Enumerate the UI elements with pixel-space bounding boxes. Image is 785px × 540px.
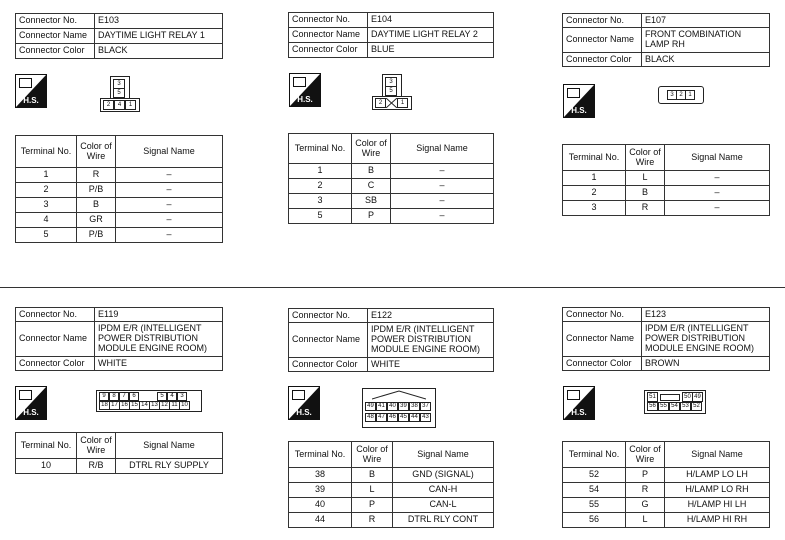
signal-name: –	[391, 194, 494, 209]
signal-name-header: Signal Name	[393, 442, 494, 468]
pin-label: 53	[680, 402, 691, 411]
table-row	[563, 201, 770, 216]
connector-color-label: Connector Color	[16, 44, 95, 59]
terminal-no: 1	[563, 171, 626, 186]
pin-label: 2	[676, 90, 686, 100]
color-of-wire-header: Color of Wire	[626, 145, 665, 171]
signal-name-header: Signal Name	[116, 136, 223, 168]
terminal-no-header: Terminal No.	[289, 442, 352, 468]
connector-color-label: Connector Color	[563, 357, 642, 371]
terminal-no: 38	[289, 468, 352, 483]
connector-name-value: FRONT COMBINATION LAMP RH	[642, 28, 770, 53]
pin-label: 7	[119, 392, 129, 401]
terminal-no: 3	[563, 201, 626, 216]
hs-label: H.S.	[571, 106, 587, 115]
pin-label: 50	[682, 392, 693, 402]
pin-label: 44	[409, 413, 420, 422]
wire-color: B	[352, 164, 391, 179]
terminal-no: 44	[289, 513, 352, 528]
terminal-no-header: Terminal No.	[16, 136, 77, 168]
table-row	[289, 483, 494, 498]
signal-name: DTRL RLY SUPPLY	[116, 459, 223, 474]
pin-label: 48	[365, 413, 376, 422]
pin-label: 16	[119, 401, 130, 410]
terminal-no: 40	[289, 498, 352, 513]
hs-label: H.S.	[297, 95, 313, 104]
pin-label: 54	[669, 402, 680, 411]
table-row	[16, 228, 223, 243]
pin-label: 49	[365, 402, 376, 411]
pin-label: 2	[375, 98, 386, 108]
table-row	[16, 168, 223, 183]
wire-color: P	[352, 498, 393, 513]
connector-e119-info	[15, 307, 223, 371]
connector-color-label: Connector Color	[289, 358, 368, 372]
connector-color-label: Connector Color	[16, 357, 95, 371]
hs-label: H.S.	[23, 408, 39, 417]
pin-label: 1	[397, 98, 408, 108]
signal-name: –	[665, 171, 770, 186]
pin-label: 5	[385, 86, 397, 96]
table-row	[16, 183, 223, 198]
connector-e103-face-diagram	[100, 76, 140, 112]
signal-name: –	[116, 168, 223, 183]
connector-no-value: E107	[642, 14, 770, 28]
signal-name: H/LAMP HI RH	[665, 513, 770, 528]
pin-label: 4	[167, 392, 177, 401]
pin-label: 56	[647, 402, 658, 411]
connector-e107-info	[562, 13, 770, 67]
pin-label: 46	[387, 413, 398, 422]
pin-label: 13	[149, 401, 160, 410]
color-of-wire-header: Color of Wire	[352, 442, 393, 468]
pin-label: 17	[109, 401, 120, 410]
terminal-no: 3	[289, 194, 352, 209]
terminal-no: 5	[289, 209, 352, 224]
connector-e107-face-diagram	[658, 86, 704, 106]
signal-name: GND (SIGNAL)	[393, 468, 494, 483]
terminal-no-header: Terminal No.	[289, 134, 352, 164]
table-row	[563, 171, 770, 186]
wire-color: L	[626, 513, 665, 528]
connector-name-label: Connector Name	[16, 29, 95, 44]
connector-lock-icon	[372, 390, 426, 400]
terminal-no-header: Terminal No.	[563, 145, 626, 171]
color-of-wire-header: Color of Wire	[626, 442, 665, 468]
connector-name-label: Connector Name	[16, 322, 95, 357]
pin-label: 5	[113, 88, 125, 98]
signal-name: DTRL RLY CONT	[393, 513, 494, 528]
terminal-no: 10	[16, 459, 77, 474]
signal-name: H/LAMP HI LH	[665, 498, 770, 513]
connector-color-value: BLACK	[95, 44, 223, 59]
table-row	[289, 468, 494, 483]
signal-name: CAN-H	[393, 483, 494, 498]
wire-color: L	[352, 483, 393, 498]
connector-e104-face-diagram	[372, 74, 412, 110]
connector-e104-terminal-table	[288, 133, 494, 224]
connector-no-label: Connector No.	[563, 308, 642, 322]
wire-color: R	[352, 513, 393, 528]
connector-e119-terminal-table	[15, 432, 223, 474]
wire-color: R	[77, 168, 116, 183]
harness-side-icon	[15, 386, 47, 420]
wire-color: L	[626, 171, 665, 186]
harness-side-icon	[15, 74, 47, 108]
pin-label: 8	[109, 392, 119, 401]
pin-label: 10	[179, 401, 190, 410]
pin-label: 9	[99, 392, 109, 401]
harness-side-icon	[289, 73, 321, 107]
wire-color: B	[626, 186, 665, 201]
connector-no-value: E103	[95, 14, 223, 29]
terminal-no: 4	[16, 213, 77, 228]
connector-color-value: BLUE	[368, 43, 494, 58]
connector-e123-info	[562, 307, 770, 371]
table-row	[563, 186, 770, 201]
table-row	[289, 194, 494, 209]
pin-label: 6	[129, 392, 139, 401]
connector-name-value: DAYTIME LIGHT RELAY 2	[368, 28, 494, 43]
connector-name-label: Connector Name	[289, 323, 368, 358]
signal-name: CAN-L	[393, 498, 494, 513]
connector-no-value: E119	[95, 308, 223, 322]
connector-name-value: IPDM E/R (INTELLIGENT POWER DISTRIBUTION MODULE ENGINE ROOM)	[642, 322, 770, 357]
connector-name-value: DAYTIME LIGHT RELAY 1	[95, 29, 223, 44]
wire-color: SB	[352, 194, 391, 209]
pin-label: 2	[103, 100, 114, 110]
pin-label: 5	[157, 392, 167, 401]
connector-color-value: BLACK	[642, 53, 770, 67]
wire-color: P	[626, 468, 665, 483]
table-row	[289, 209, 494, 224]
pin-label: 1	[125, 100, 136, 110]
connector-latch	[660, 394, 680, 401]
connector-name-label: Connector Name	[563, 322, 642, 357]
connector-no-value: E104	[368, 13, 494, 28]
terminal-no: 5	[16, 228, 77, 243]
terminal-no: 2	[289, 179, 352, 194]
signal-name: –	[116, 183, 223, 198]
connector-e107-terminal-table	[562, 144, 770, 216]
pin-label: 11	[169, 401, 180, 410]
pin-label: 38	[409, 402, 420, 411]
harness-side-icon	[563, 84, 595, 118]
pin-label: 1	[685, 90, 695, 100]
wire-color: P/B	[77, 228, 116, 243]
connector-name-label: Connector Name	[289, 28, 368, 43]
connector-no-label: Connector No.	[16, 14, 95, 29]
connector-name-value: IPDM E/R (INTELLIGENT POWER DISTRIBUTION MODULE ENGINE ROOM)	[95, 322, 223, 357]
color-of-wire-header: Color of Wire	[77, 433, 116, 459]
connector-e123-terminal-table	[562, 441, 770, 528]
pin-label: 3	[113, 79, 125, 89]
connector-name-value: IPDM E/R (INTELLIGENT POWER DISTRIBUTION MODULE ENGINE ROOM)	[368, 323, 494, 358]
wire-color: R	[626, 483, 665, 498]
pin-label: 37	[420, 402, 431, 411]
connector-color-value: BROWN	[642, 357, 770, 371]
table-row	[563, 468, 770, 483]
empty-cavity-cross-icon	[386, 98, 397, 108]
terminal-no: 39	[289, 483, 352, 498]
signal-name-header: Signal Name	[116, 433, 223, 459]
signal-name: –	[665, 186, 770, 201]
wire-color: B	[352, 468, 393, 483]
terminal-no: 1	[16, 168, 77, 183]
signal-name: –	[116, 213, 223, 228]
table-row	[563, 498, 770, 513]
pin-label: 39	[398, 402, 409, 411]
connector-no-label: Connector No.	[563, 14, 642, 28]
connector-e122-face-diagram	[362, 388, 436, 428]
signal-name: H/LAMP LO RH	[665, 483, 770, 498]
pin-label: 12	[159, 401, 170, 410]
pin-label: 14	[139, 401, 150, 410]
terminal-no: 1	[289, 164, 352, 179]
connector-color-label: Connector Color	[289, 43, 368, 58]
wire-color: B	[77, 198, 116, 213]
connector-no-value: E122	[368, 309, 494, 323]
table-row	[563, 483, 770, 498]
terminal-no-header: Terminal No.	[16, 433, 77, 459]
pin-label: 3	[177, 392, 187, 401]
signal-name-header: Signal Name	[665, 442, 770, 468]
connector-no-value: E123	[642, 308, 770, 322]
terminal-no: 52	[563, 468, 626, 483]
connector-color-value: WHITE	[95, 357, 223, 371]
harness-side-icon	[288, 386, 320, 420]
pin-label: 55	[658, 402, 669, 411]
table-row	[289, 498, 494, 513]
signal-name: –	[116, 198, 223, 213]
connector-e122-info	[288, 308, 494, 372]
harness-side-icon	[563, 386, 595, 420]
signal-name-header: Signal Name	[391, 134, 494, 164]
wire-color: R	[626, 201, 665, 216]
pin-label: 49	[692, 392, 703, 402]
table-row	[289, 164, 494, 179]
connector-e122-terminal-table	[288, 441, 494, 528]
signal-name: –	[391, 179, 494, 194]
table-row	[16, 198, 223, 213]
pin-label: 41	[376, 402, 387, 411]
color-of-wire-header: Color of Wire	[77, 136, 116, 168]
wire-color: R/B	[77, 459, 116, 474]
table-row	[16, 213, 223, 228]
table-row	[16, 459, 223, 474]
hs-label: H.S.	[23, 96, 39, 105]
wire-color: P/B	[77, 183, 116, 198]
table-row	[289, 179, 494, 194]
pin-label: 52	[691, 402, 702, 411]
wire-color: P	[352, 209, 391, 224]
terminal-no: 3	[16, 198, 77, 213]
section-divider	[0, 287, 785, 288]
terminal-no: 55	[563, 498, 626, 513]
signal-name: H/LAMP LO LH	[665, 468, 770, 483]
pin-label: 43	[420, 413, 431, 422]
terminal-no-header: Terminal No.	[563, 442, 626, 468]
wire-color: C	[352, 179, 391, 194]
pin-label: 47	[376, 413, 387, 422]
connector-e103-terminal-table	[15, 135, 223, 243]
connector-no-label: Connector No.	[289, 309, 368, 323]
pin-label: 3	[667, 90, 677, 100]
signal-name: –	[116, 228, 223, 243]
table-row	[563, 513, 770, 528]
connector-e119-face-diagram	[96, 390, 202, 412]
connector-e123-face-diagram	[644, 390, 706, 414]
terminal-no: 2	[563, 186, 626, 201]
pin-label: 15	[129, 401, 140, 410]
wire-color: G	[626, 498, 665, 513]
pin-label: 18	[99, 401, 110, 410]
wire-color: GR	[77, 213, 116, 228]
connector-e104-info	[288, 12, 494, 58]
connector-e103-info	[15, 13, 223, 59]
color-of-wire-header: Color of Wire	[352, 134, 391, 164]
connector-no-label: Connector No.	[16, 308, 95, 322]
hs-label: H.S.	[571, 408, 587, 417]
signal-name: –	[391, 209, 494, 224]
terminal-no: 2	[16, 183, 77, 198]
pin-label: 4	[114, 100, 125, 110]
connector-no-label: Connector No.	[289, 13, 368, 28]
connector-color-value: WHITE	[368, 358, 494, 372]
pin-label: 3	[385, 77, 397, 87]
connector-color-label: Connector Color	[563, 53, 642, 67]
terminal-no: 56	[563, 513, 626, 528]
pin-label: 45	[398, 413, 409, 422]
table-row	[289, 513, 494, 528]
pin-label: 51	[647, 392, 658, 402]
terminal-no: 54	[563, 483, 626, 498]
signal-name: –	[391, 164, 494, 179]
pin-label: 40	[387, 402, 398, 411]
connector-name-label: Connector Name	[563, 28, 642, 53]
signal-name: –	[665, 201, 770, 216]
hs-label: H.S.	[296, 408, 312, 417]
signal-name-header: Signal Name	[665, 145, 770, 171]
